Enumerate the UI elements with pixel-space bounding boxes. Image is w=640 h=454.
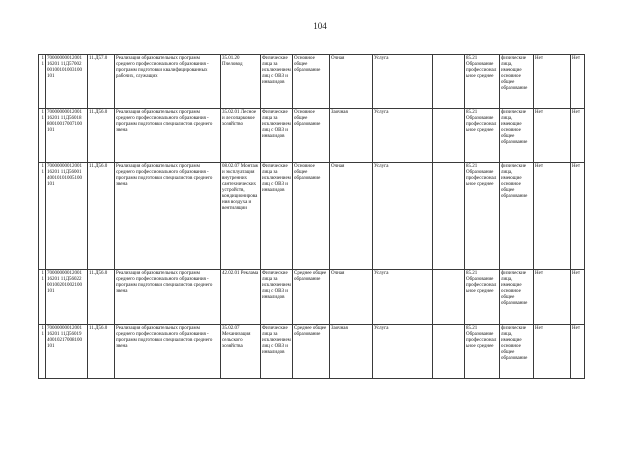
study-form-cell: Очная xyxy=(330,55,373,109)
okved-cell: 85.21 Образование профессиональное среднее xyxy=(465,55,500,109)
study-form-cell: Очная xyxy=(330,270,373,325)
table-row xyxy=(39,163,585,270)
flag-2-cell: Нет xyxy=(571,325,585,379)
registry-code-cell: 70000000012001 16201 11Д56019 40010217008100 101 xyxy=(46,325,88,379)
empty-cell xyxy=(433,270,465,325)
education-base-cell: Основное общее образование xyxy=(293,55,330,109)
persons-category-cell: Физические лица за исключением лиц с ОВЗ и инвалидов xyxy=(261,270,293,325)
type-cell: Услуга xyxy=(373,325,433,379)
consumers-cell: физические лица, имеющие основное общее образование xyxy=(500,55,534,109)
education-base-cell: Основное общее образование xyxy=(293,109,330,163)
type-cell: Услуга xyxy=(373,55,433,109)
flag-2-cell: Нет xyxy=(571,55,585,109)
type-cell: Услуга xyxy=(373,163,433,270)
registry-code-cell: 70000000012001 16201 11Д56001 40010101005100 101 xyxy=(46,163,88,270)
empty-cell xyxy=(433,325,465,379)
row-number-cell: 11 xyxy=(39,270,46,325)
flag-1-cell: Нет xyxy=(534,109,571,163)
row-number-cell: 11 xyxy=(39,55,46,109)
service-kind-cell: 11.Д57.0 xyxy=(88,55,115,109)
consumers-cell: физические лица, имеющие основное общее образование xyxy=(500,163,534,270)
registry-code-cell: 70000000012001 16201 11Д56018 80010017007100 101 xyxy=(46,109,88,163)
profession-cell: 35.02.07 Механизация сельского хозяйства xyxy=(221,325,261,379)
flag-2-cell: Нет xyxy=(571,163,585,270)
service-kind-cell: 11.Д56.0 xyxy=(88,163,115,270)
profession-cell: 35.02.01 Лесное и лесопарковое хозяйство xyxy=(221,109,261,163)
education-base-cell: Основное общее образование xyxy=(293,163,330,270)
persons-category-cell: Физические лица за исключением лиц с ОВЗ и инвалидов xyxy=(261,325,293,379)
flag-2-cell: Нет xyxy=(571,109,585,163)
type-cell: Услуга xyxy=(373,270,433,325)
type-cell: Услуга xyxy=(373,109,433,163)
service-kind-cell: 11.Д56.0 xyxy=(88,109,115,163)
row-number-cell: 11 xyxy=(39,163,46,270)
flag-1-cell: Нет xyxy=(534,163,571,270)
service-kind-cell: 11.Д56.0 xyxy=(88,325,115,379)
flag-1-cell: Нет xyxy=(534,55,571,109)
register-table xyxy=(38,54,585,379)
flag-2-cell: Нет xyxy=(571,270,585,325)
persons-category-cell: Физические лица за исключением лиц с ОВЗ и инвалидов xyxy=(261,109,293,163)
consumers-cell: физические лица, имеющие основное общее образование xyxy=(500,109,534,163)
service-name-cell: Реализация образовательных программ среднего профессионального образования - программ подготовки специалистов среднего звена xyxy=(115,109,221,163)
page-number: 104 xyxy=(313,21,327,31)
empty-cell xyxy=(433,55,465,109)
table-row xyxy=(39,109,585,163)
registry-code-cell: 70000000012001 16201 11Д57002 00100101003100 101 xyxy=(46,55,88,109)
empty-cell xyxy=(433,109,465,163)
empty-cell xyxy=(433,163,465,270)
flag-1-cell: Нет xyxy=(534,270,571,325)
okved-cell: 85.21 Образование профессиональное среднее xyxy=(465,270,500,325)
profession-cell: 42.02.01 Реклама xyxy=(221,270,261,325)
education-base-cell: Среднее общее образование xyxy=(293,325,330,379)
table-row xyxy=(39,325,585,379)
row-number-cell: 11 xyxy=(39,325,46,379)
service-name-cell: Реализация образовательных программ среднего профессионального образования - программ подготовки специалистов среднего звена xyxy=(115,270,221,325)
service-kind-cell: 11.Д56.0 xyxy=(88,270,115,325)
study-form-cell: Заочная xyxy=(330,325,373,379)
okved-cell: 85.21 Образование профессиональное среднее xyxy=(465,109,500,163)
consumers-cell: физические лица, имеющие основное общее образование xyxy=(500,270,534,325)
consumers-cell: физические лица, имеющие основное общее образование xyxy=(500,325,534,379)
flag-1-cell: Нет xyxy=(534,325,571,379)
persons-category-cell: Физические лица за исключением лиц с ОВЗ и инвалидов xyxy=(261,163,293,270)
persons-category-cell: Физические лица за исключением лиц с ОВЗ и инвалидов xyxy=(261,55,293,109)
table-row xyxy=(39,55,585,109)
study-form-cell: Очная xyxy=(330,163,373,270)
service-name-cell: Реализация образовательных программ среднего профессионального образования - программ подготовки специалистов среднего звена xyxy=(115,325,221,379)
education-base-cell: Среднее общее образование xyxy=(293,270,330,325)
table-row xyxy=(39,270,585,325)
registry-code-cell: 70000000012001 16201 11Д56022 00100201002100 101 xyxy=(46,270,88,325)
service-name-cell: Реализация образовательных программ среднего профессионального образования - программ подготовки квалифицированных рабочих, служащих xyxy=(115,55,221,109)
okved-cell: 85.21 Образование профессиональное среднее xyxy=(465,163,500,270)
profession-cell: 08.02.07 Монтаж и эксплуатация внутренних сантехнических устройств, кондиционирования воздуха и вентиляции xyxy=(221,163,261,270)
study-form-cell: Заочная xyxy=(330,109,373,163)
service-name-cell: Реализация образовательных программ среднего профессионального образования - программ подготовки специалистов среднего звена xyxy=(115,163,221,270)
profession-cell: 35.01.20 Пчеловод xyxy=(221,55,261,109)
okved-cell: 85.21 Образование профессиональное среднее xyxy=(465,325,500,379)
row-number-cell: 11 xyxy=(39,109,46,163)
